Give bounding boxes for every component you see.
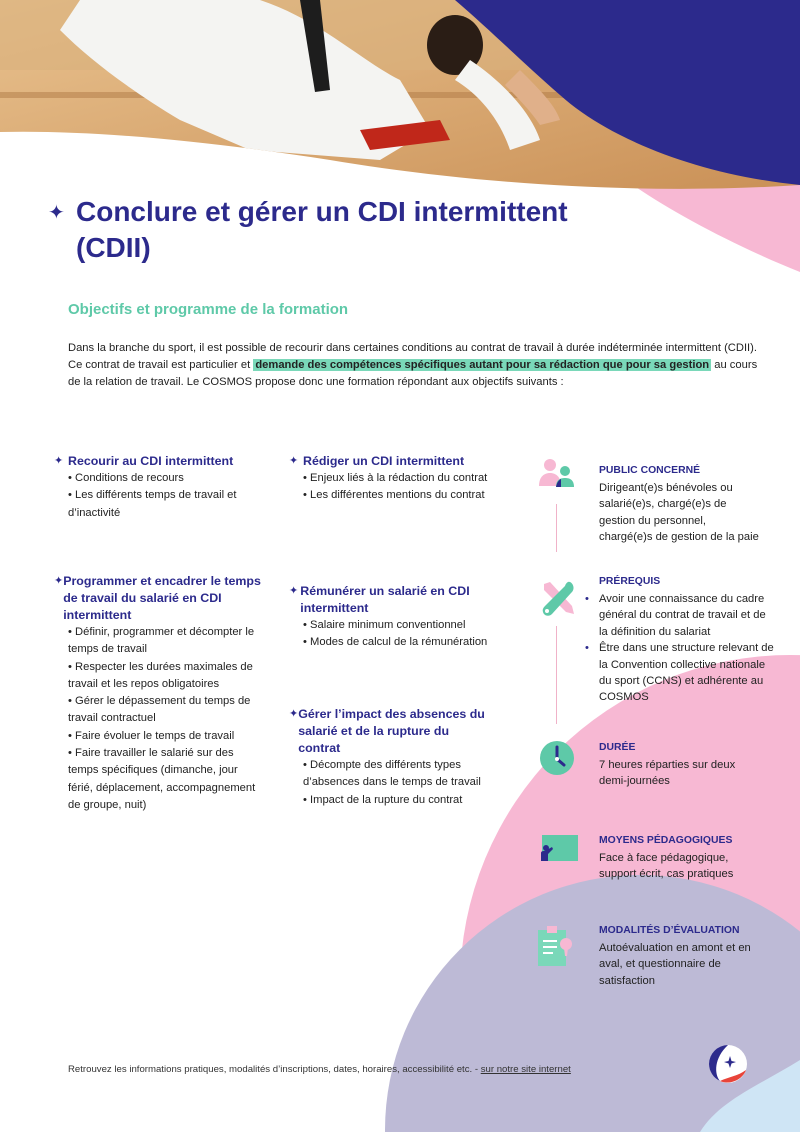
- objective-block: [289, 706, 494, 809]
- objective-block: [54, 453, 269, 522]
- objective-title: Rémunérer un salarié en CDI intermittent: [300, 584, 470, 615]
- objective-item: • Conditions de recours: [68, 470, 269, 487]
- footer: [68, 1064, 571, 1075]
- info-title: PRÉREQUIS: [599, 576, 661, 587]
- objective-item: • Modes de calcul de la rémunération: [303, 634, 494, 651]
- info-evaluation: [599, 924, 764, 989]
- objective-block: [54, 573, 264, 814]
- sparkle-icon: ✦: [48, 202, 65, 224]
- objective-item: • Décompte des différents types d’absences dans le temps de travail: [303, 757, 494, 792]
- objective-item: • Salaire minimum conventionnel: [303, 617, 494, 634]
- sparkle-icon: ✦: [289, 455, 299, 467]
- teacher-board-icon: [538, 835, 578, 863]
- info-text: 7 heures réparties sur deux demi-journées: [599, 759, 736, 788]
- footer-text: Retrouvez les informations pratiques, modalités d’inscriptions, dates, horaires, accessibilité etc. -: [68, 1064, 481, 1075]
- info-public: [599, 464, 764, 546]
- sparkle-icon: ✦: [289, 585, 299, 597]
- objective-item: • Impact de la rupture du contrat: [303, 792, 494, 809]
- divider-line: [556, 626, 557, 724]
- objective-item: • Enjeux liés à la rédaction du contrat: [303, 470, 489, 487]
- page-title: Conclure et gérer un CDI intermittent (CDII): [76, 196, 568, 263]
- objective-item: • Les différentes mentions du contrat: [303, 487, 489, 504]
- intro-text-end: au cours de la relation de travail. Le COSMOS propose donc une formation répondant aux objectifs suivants :: [68, 359, 758, 388]
- objective-title: Programmer et encadrer le temps de travail du salarié en CDI intermittent: [63, 574, 261, 622]
- info-title: PUBLIC CONCERNÉ: [599, 465, 701, 476]
- title-block: [48, 194, 648, 266]
- objective-item: • Faire évoluer le temps de travail: [68, 728, 264, 745]
- sparkle-icon: ✦: [54, 455, 64, 467]
- objective-title: Recourir au CDI intermittent: [68, 454, 234, 468]
- people-icon: [539, 458, 575, 488]
- info-text: Face à face pédagogique, support écrit, cas pratiques: [599, 852, 734, 881]
- prereq-item: • Avoir une connaissance du cadre général du contrat de travail et de la définition du salariat: [585, 591, 775, 640]
- info-title: DURÉE: [599, 742, 636, 753]
- objective-item: • Définir, programmer et décompter le temps de travail: [68, 624, 264, 659]
- divider-line: [556, 504, 557, 552]
- objective-item: • Les différents temps de travail et d’inactivité: [68, 487, 269, 522]
- objective-item: • Respecter les durées maximales de travail et les repos obligatoires: [68, 659, 264, 694]
- info-duree: [599, 741, 764, 790]
- info-text: Dirigeant(e)s bénévoles ou salarié(e)s, chargé(e)s de gestion du personnel, chargé(e)s de gestion de la paie: [599, 482, 759, 544]
- website-link[interactable]: sur notre site internet: [480, 1064, 571, 1075]
- intro-highlight: demande des compétences spécifiques autant pour sa rédaction que pour sa gestion: [255, 359, 710, 371]
- cosmos-logo: [708, 1044, 748, 1084]
- intro-paragraph: [68, 340, 758, 391]
- section-subtitle: Objectifs et programme de la formation: [68, 301, 349, 318]
- info-title: MODALITÉS D’ÉVALUATION: [599, 925, 740, 936]
- intro-text: Dans la branche du sport, il est possible de recourir dans certaines conditions au contrat de travail à durée indéterminée intermittent (CDII). Ce contrat de travail est particulier et: [68, 342, 758, 371]
- objective-block: [289, 583, 494, 652]
- objective-title: Gérer l’impact des absences du salarié et de la rupture du contrat: [298, 707, 485, 755]
- objective-block: [289, 453, 489, 505]
- sparkle-icon: ✦: [54, 575, 64, 587]
- objective-title: Rédiger un CDI intermittent: [303, 454, 465, 468]
- clipboard-icon: [538, 924, 574, 968]
- prereq-item: • Être dans une structure relevant de la Convention collective nationale du sport (CCNS) et adhérente au COSMOS: [585, 640, 775, 706]
- objective-item: • Faire travailler le salarié sur des temps spécifiques (dimanche, jour férié, déplacement, accompagnement de groupe, nuit): [68, 745, 264, 814]
- objective-item: • Gérer le dépassement du temps de travail contractuel: [68, 693, 264, 728]
- info-text: Autoévaluation en amont et en aval, et questionnaire de satisfaction: [599, 942, 751, 987]
- info-title: MOYENS PÉDAGOGIQUES: [599, 835, 733, 846]
- clock-icon: [539, 740, 575, 776]
- lavender-circle-bottom: [385, 875, 800, 1132]
- tools-icon: [540, 580, 576, 618]
- info-moyens: [599, 834, 764, 883]
- info-prereq: [585, 575, 775, 706]
- sparkle-icon: ✦: [289, 708, 299, 720]
